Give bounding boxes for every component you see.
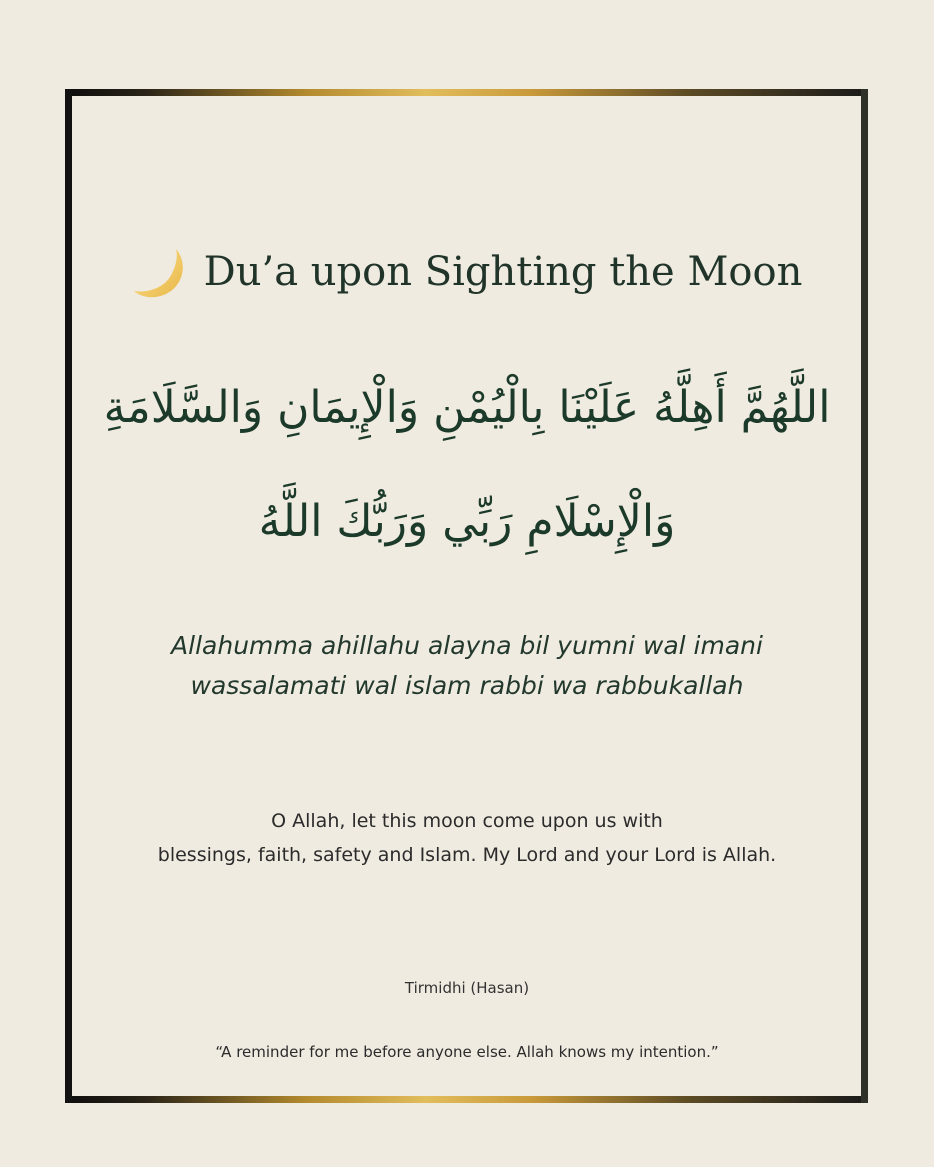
- transliteration-line-2: wassalamati wal islam rabbi wa rabbukallah: [190, 671, 744, 700]
- page-title: Du’a upon Sighting the Moon: [203, 249, 803, 295]
- title-row: [0, 242, 934, 302]
- hadith-source: Tirmidhi (Hasan): [404, 979, 530, 997]
- translation-line-2: blessings, faith, safety and Islam. My Lord and your Lord is Allah.: [157, 844, 777, 866]
- crescent-moon-icon: [132, 245, 190, 303]
- translation-line-1: O Allah, let this moon come upon us with: [271, 810, 663, 832]
- arabic-text-line-2: وَالْإِسْلَامِ رَبِّي وَرَبُّكَ اللَّهُ: [258, 496, 676, 547]
- transliteration-line-1: Allahumma ahillahu alayna bil yumni wal imani: [171, 631, 763, 660]
- arabic-text-line-1: اللَّهُمَّ أَهِلَّهُ عَلَيْنَا بِالْيُمْنِ وَالْإِيمَانِ وَالسَّلَامَةِ: [103, 382, 831, 433]
- reminder-quote: “A reminder for me before anyone else. Allah knows my intention.”: [215, 1043, 719, 1061]
